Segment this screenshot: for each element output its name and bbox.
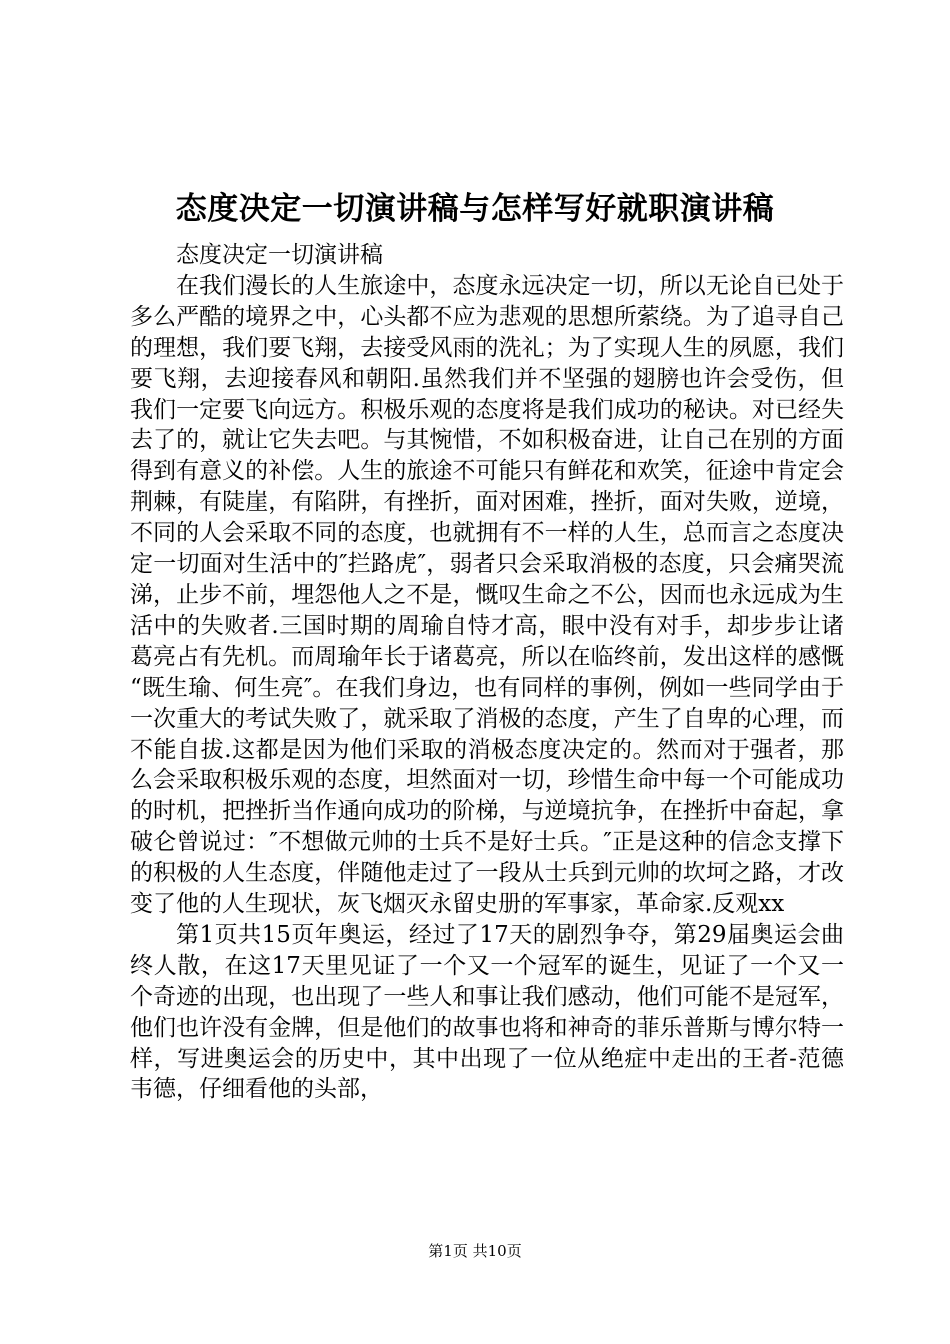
- document-body: [130, 240, 844, 1105]
- paragraph: 在我们漫长的人生旅途中，态度永远决定一切，所以无论自已处于多么严酷的境界之中，心头都不应为悲观的思想所萦绕。为了追寻自己的理想，我们要飞翔，去接受风雨的洗礼；为了实现人生的夙愿，我们要飞翔，去迎接春风和朝阳.虽然我们并不坚强的翅膀也许会受伤，但我们一定要飞向远方。积极乐观的态度将是我们成功的秘诀。对已经失去了的，就让它失去吧。与其惋惜，不如积极奋进，让自己在别的方面得到有意义的补偿。人生的旅途不可能只有鲜花和欢笑，征途中肯定会荆棘，有陡崖，有陷阱，有挫折，面对困难，挫折，面对失败，逆境，不同的人会采取不同的态度，也就拥有不一样的人生，总而言之态度决定一切面对生活中的″拦路虎″，弱者只会采取消极的态度，只会痛哭流涕，止步不前，埋怨他人之不是，慨叹生命之不公，因而也永远成为生活中的失败者.三国时期的周瑜自恃才高，眼中没有对手，却步步让诸葛亮占有先机。而周瑜年长于诸葛亮，所以在临终前，发出这样的感慨“既生瑜、何生亮″。在我们身边，也有同样的事例，例如一些同学由于一次重大的考试失败了，就采取了消极的态度，产生了自卑的心理，而不能自拔.这都是因为他们采取的消极态度决定的。然而对于强者，那么会采取积极乐观的态度，坦然面对一切，珍惜生命中每一个可能成功的时机，把挫折当作通向成功的阶梯，与逆境抗争，在挫折中奋起，拿破仑曾说过：″不想做元帅的士兵不是好士兵。″正是这种的信念支撑下的积极的人生态度，伴随他走过了一段从士兵到元帅的坎坷之路，才改变了他的人生现状，灰飞烟灭永留史册的军事家，革命家.反观xx: [130, 272, 844, 918]
- document-title: 态度决定一切演讲稿与怎样写好就职演讲稿: [175, 191, 775, 227]
- paragraph: 第1页共15页年奥运，经过了17天的剧烈争夺，第29届奥运会曲终人散，在这17天里见证了一个又一个冠军的诞生，见证了一个又一个奇迹的出现，也出现了一些人和事让我们感动，他们可能不是冠军，他们也许没有金牌，但是他们的故事也将和神奇的菲乐普斯与博尔特一样，写进奥运会的历史中，其中出现了一位从绝症中走出的王者-范德韦德，仔细看他的头部，: [130, 921, 844, 1103]
- paragraph-subtitle: 态度决定一切演讲稿: [176, 242, 383, 268]
- page-footer: 第1页 共10页: [428, 1242, 522, 1260]
